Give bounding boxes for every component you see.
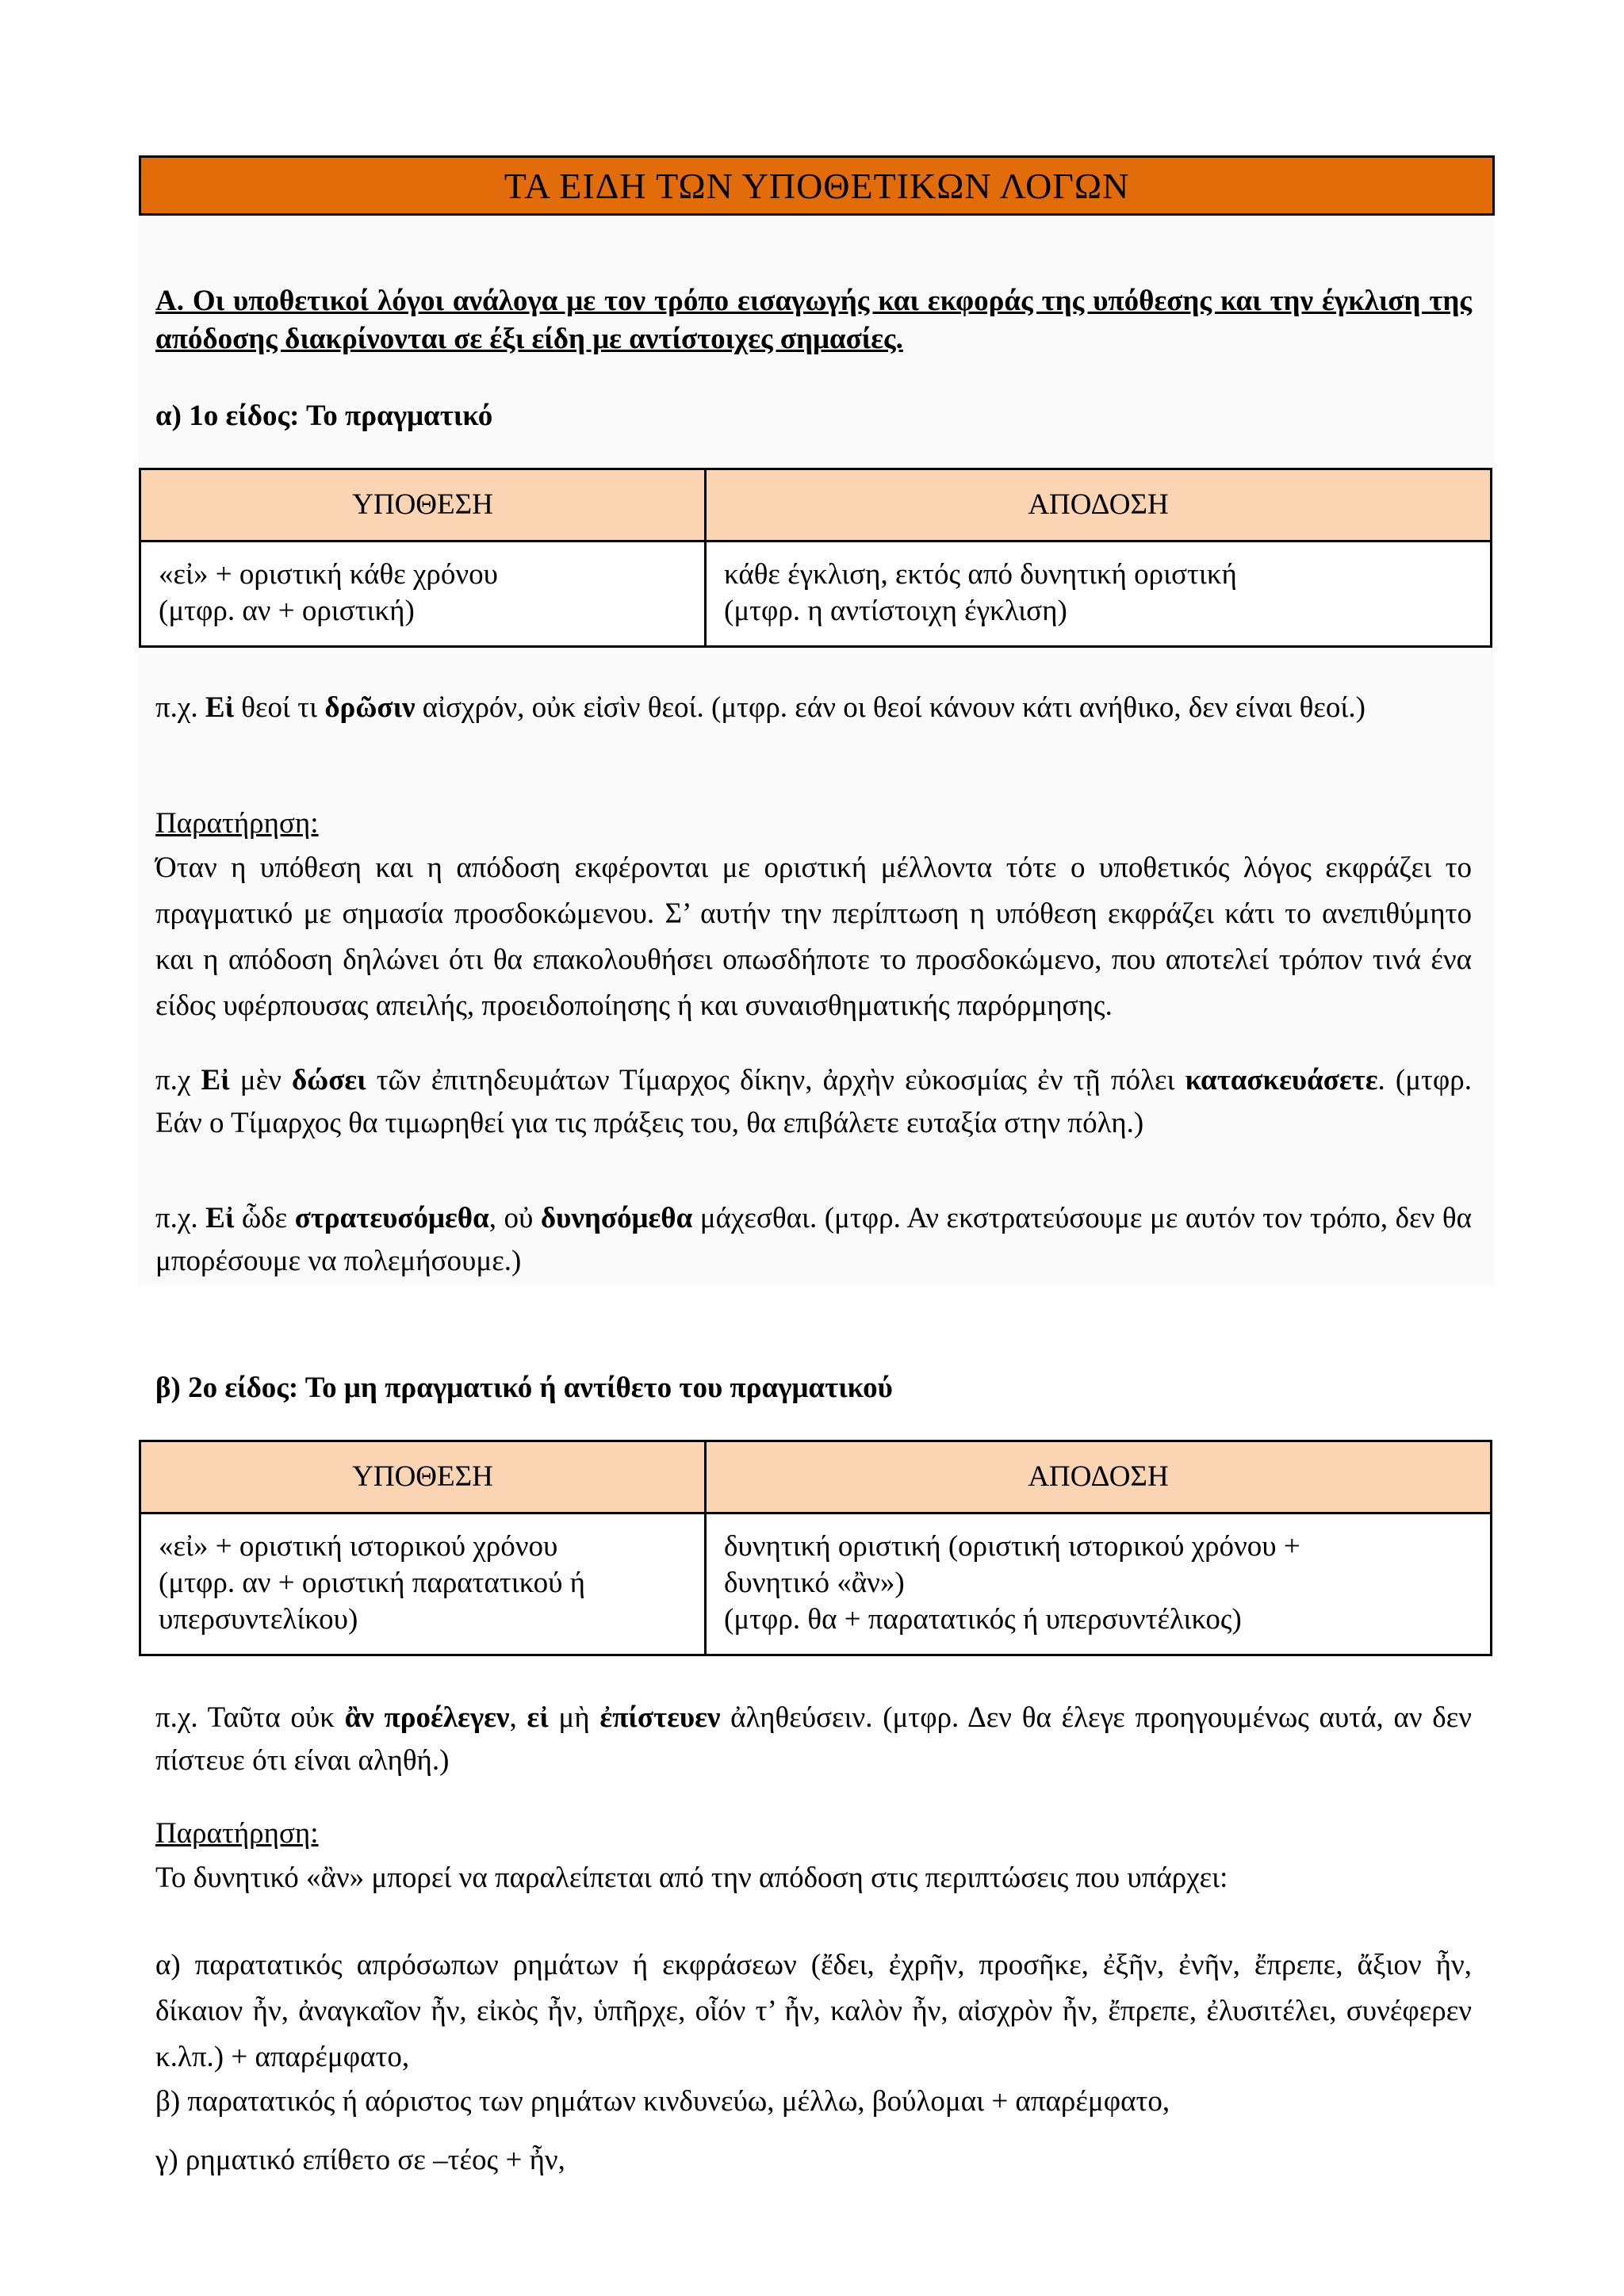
section1-example-1 bbox=[155, 687, 1472, 729]
section1-cell-apodosis bbox=[706, 541, 1492, 647]
section1-heading: α) 1ο είδος: Το πραγματικό bbox=[155, 400, 493, 432]
section2-cell-apodosis bbox=[706, 1513, 1492, 1655]
section2-heading: β) 2ο είδος: Το μη πραγματικό ή αντίθετο του πραγματικού bbox=[155, 1372, 893, 1404]
example-text: , bbox=[509, 1701, 527, 1734]
example-bold: ἐπίστευεν bbox=[599, 1701, 721, 1734]
cell-line: κάθε έγκλιση, εκτός από δυνητική οριστική bbox=[724, 558, 1237, 591]
cell-line: (μτφρ. η αντίστοιχη έγκλιση) bbox=[724, 595, 1067, 627]
section2-item-c: γ) ρηματικό επίθετο σε –τέος + ἦν, bbox=[155, 2144, 565, 2176]
example-bold: Εἰ bbox=[205, 1202, 235, 1234]
example-bold: στρατευσόμεθα bbox=[294, 1202, 489, 1234]
section2-table bbox=[139, 1440, 1492, 1656]
example-bold: ἂν προέλεγεν bbox=[344, 1701, 510, 1734]
cell-line: (μτφρ. θα + παρατατικός ή υπερσυντέλικος) bbox=[724, 1603, 1242, 1636]
section1-header-hypothesis: ΥΠΟΘΕΣΗ bbox=[140, 469, 706, 541]
cell-line: δυνητικό «ἂν») bbox=[724, 1567, 905, 1599]
section2-header-apodosis: ΑΠΟΔΟΣΗ bbox=[706, 1441, 1492, 1513]
example-text: μάχεσθαι. (μτφρ. Αν εκστρατεύσουμε με αυτόν τον τρόπο, δεν θα μπορέσουμε να πολεμήσουμε.) bbox=[155, 1202, 1472, 1277]
example-text: τῶν ἐπιτηδευμάτων Τίμαρχος δίκην, ἀρχὴν εὐκοσμίας ἐν τῇ πόλει bbox=[366, 1064, 1185, 1096]
section1-header-apodosis: ΑΠΟΔΟΣΗ bbox=[706, 469, 1492, 541]
example-text: μὴ bbox=[548, 1701, 600, 1734]
example-text: π.χ. bbox=[155, 691, 205, 724]
example-text: αἰσχρόν, οὐκ εἰσὶν θεοί. (μτφρ. εάν οι θεοί κάνουν κάτι ανήθικο, δεν είναι θεοί.) bbox=[415, 691, 1365, 724]
example-text: . (μτφρ. Εάν ο Τίμαρχος θα τιμωρηθεί για τις πράξεις του, θα επιβάλετε ευταξία στην πόλη.) bbox=[155, 1064, 1472, 1139]
cell-line: «εἰ» + οριστική κάθε χρόνου bbox=[159, 558, 498, 591]
example-bold: Εἰ bbox=[205, 691, 235, 724]
example-text: π.χ bbox=[155, 1064, 201, 1096]
section2-note-text: Το δυνητικό «ἂν» μπορεί να παραλείπεται από την απόδοση στις περιπτώσεις που υπάρχει: bbox=[155, 1862, 1228, 1894]
example-text: π.χ. bbox=[155, 1202, 206, 1234]
section1-note-label: Παρατήρηση: bbox=[155, 807, 319, 840]
example-bold: εἰ bbox=[527, 1701, 549, 1734]
section2-item-b: β) παρατατικός ή αόριστος των ρημάτων κινδυνεύω, μέλλω, βούλομαι + απαρέμφατο, bbox=[155, 2085, 1170, 2118]
section1-cell-hypothesis bbox=[140, 541, 706, 647]
cell-line: «εἰ» + οριστική ιστορικού χρόνου bbox=[159, 1530, 558, 1563]
example-text: π.χ. Ταῦτα οὐκ bbox=[155, 1701, 345, 1734]
example-bold: Εἰ bbox=[201, 1064, 230, 1096]
example-text: ἀληθεύσειν. (μτφρ. Δεν θα έλεγε προηγουμένως αυτά, αν δεν πίστευε ότι είναι αληθή.) bbox=[155, 1701, 1472, 1777]
example-text: , οὐ bbox=[488, 1202, 541, 1234]
example-bold: δώσει bbox=[291, 1064, 366, 1096]
section1-example-3 bbox=[155, 1197, 1472, 1283]
section2-note-label: Παρατήρηση: bbox=[155, 1817, 319, 1850]
section2-example-1 bbox=[155, 1697, 1472, 1782]
example-text: θεοί τι bbox=[234, 691, 325, 724]
example-text: μὲν bbox=[229, 1064, 292, 1096]
example-bold: δρῶσιν bbox=[324, 691, 416, 724]
intro-paragraph: Α. Οι υποθετικοί λόγοι ανάλογα με τον τρόπο εισαγωγής και εκφοράς της υπόθεσης και την έγκλιση της απόδοσης διακρίνονται σε έξι είδη με αντίστοιχες σημασίες. bbox=[155, 285, 1472, 355]
section2-cell-hypothesis bbox=[140, 1513, 706, 1655]
example-bold: δυνησόμεθα bbox=[540, 1202, 693, 1234]
cell-line: (μτφρ. αν + οριστική) bbox=[159, 595, 415, 627]
example-text: ὧδε bbox=[234, 1202, 295, 1234]
cell-line: δυνητική οριστική (οριστική ιστορικού χρόνου + bbox=[724, 1530, 1300, 1563]
section1-table bbox=[139, 468, 1492, 648]
section1-example-2 bbox=[155, 1059, 1472, 1145]
title-banner bbox=[139, 155, 1495, 216]
section1-note-text: Όταν η υπόθεση και η απόδοση εκφέρονται με οριστική μέλλοντα τότε ο υποθετικός λόγος εκφράζει το πραγματικό με σημασία προσδοκώμενου. Σ’ αυτήν την περίπτωση η υπόθεση εκφράζει κάτι το ανεπιθύμητο και η απόδοση δηλώνει ότι θα επακολουθήσει οπωσδήποτε το προσδοκώμενο, που αποτελεί τρόπον τινά ένα είδος υφέρπουσας απειλής, προειδοποίησης ή και συναισθηματικής παρόρμησης. bbox=[155, 851, 1472, 1022]
example-bold: κατασκευάσετε bbox=[1185, 1064, 1378, 1096]
cell-line: υπερσυντελίκου) bbox=[159, 1603, 358, 1636]
cell-line: (μτφρ. αν + οριστική παρατατικού ή bbox=[159, 1567, 585, 1599]
section2-item-a: α) παρατατικός απρόσωπων ρημάτων ή εκφράσεων (ἔδει, ἐχρῆν, προσῆκε, ἐξῆν, ἐνῆν, ἔπρεπε, ἄξιον ἦν, δίκαιον ἦν, ἀναγκαῖον ἦν, εἰκὸς ἦν, ὑπῆρχε, οἷόν τ’ ἦν, καλὸν ἦν, αἰσχρὸν ἦν, ἔπρεπε, ἐλυσιτέλει, συνέφερεν κ.λπ.) + απαρέμφατο, bbox=[155, 1949, 1472, 2073]
section2-header-hypothesis: ΥΠΟΘΕΣΗ bbox=[140, 1441, 706, 1513]
page-title: ΤΑ ΕΙΔΗ ΤΩΝ ΥΠΟΘΕΤΙΚΩΝ ΛΟΓΩΝ bbox=[504, 165, 1130, 206]
